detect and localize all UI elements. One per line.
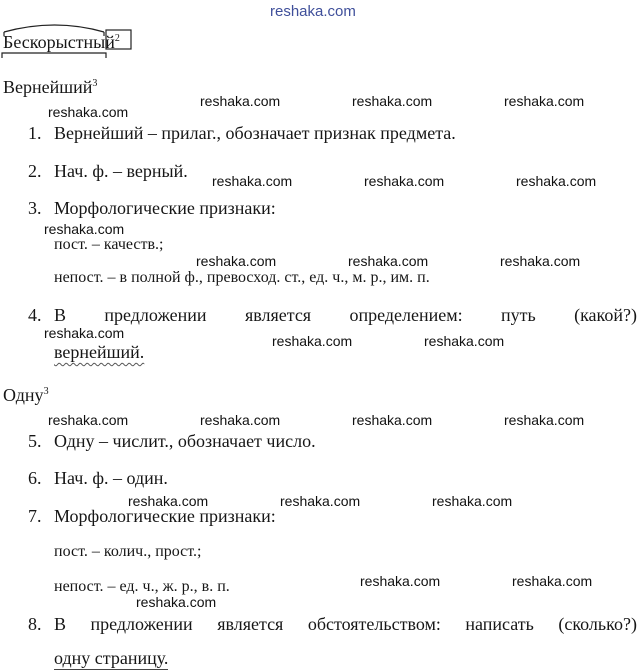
- item-continuation: одну страницу.: [54, 648, 169, 668]
- morph-constant: пост. – качеств.;: [54, 236, 164, 253]
- morpheme-marks: [0, 20, 140, 60]
- watermark: reshaka.com: [432, 493, 513, 509]
- watermark: reshaka.com: [504, 93, 585, 109]
- stem-bracket: [2, 53, 106, 58]
- morph-constant: пост. – колич., прост.;: [54, 543, 202, 560]
- justified-line: В предложении является определением: путь (какой?): [54, 305, 637, 325]
- section-heading-odnu: Одну$^3$: [3, 385, 49, 405]
- list-item: 4. В предложении является определением: путь (какой?): [28, 305, 637, 325]
- watermark: reshaka.com: [212, 173, 293, 189]
- watermark: reshaka.com: [48, 412, 129, 428]
- watermark: reshaka.com: [200, 412, 281, 428]
- watermark: reshaka.com: [504, 412, 585, 428]
- morph-variable: непост. – в полной ф., превосход. ст., ед. ч., м. р., им. п.: [54, 269, 430, 286]
- watermark: reshaka.com: [352, 412, 433, 428]
- root-arc: [4, 25, 104, 32]
- watermark: reshaka.com: [200, 93, 281, 109]
- watermark: reshaka.com: [136, 594, 217, 610]
- watermark: reshaka.com: [272, 333, 353, 349]
- list-item: 6. Нач. ф. – один.: [28, 468, 168, 488]
- watermark: reshaka.com: [48, 104, 129, 120]
- list-item: 3. Морфологические признаки:: [28, 198, 276, 218]
- watermark: reshaka.com: [516, 173, 597, 189]
- list-item: 1. Вернейший – прилаг., обозначает признак предмета.: [28, 123, 456, 143]
- watermark: reshaka.com: [280, 493, 361, 509]
- watermark: reshaka.com: [360, 573, 441, 589]
- watermark: reshaka.com: [270, 3, 356, 20]
- watermark: reshaka.com: [44, 221, 125, 237]
- watermark: reshaka.com: [44, 325, 125, 341]
- morph-variable: непост. – ед. ч., ж. р., в. п.: [54, 578, 230, 595]
- watermark: reshaka.com: [352, 93, 433, 109]
- watermark: reshaka.com: [512, 573, 593, 589]
- watermark: reshaka.com: [364, 173, 445, 189]
- watermark: reshaka.com: [348, 253, 429, 269]
- list-item: 7. Морфологические признаки:: [28, 506, 276, 526]
- list-item: 5. Одну – числит., обозначает число.: [28, 431, 316, 451]
- title-text: Бескорыстный: [3, 32, 115, 52]
- watermark: reshaka.com: [196, 253, 277, 269]
- watermark: reshaka.com: [424, 333, 505, 349]
- item-continuation: вернейший.: [54, 342, 145, 362]
- watermark: reshaka.com: [128, 493, 209, 509]
- title-sup: 2: [114, 33, 120, 44]
- list-item: 8. В предложении является обстоятельством: написать (сколько?): [28, 614, 637, 634]
- justified-line: В предложении является обстоятельством: написать (сколько?): [54, 614, 637, 634]
- list-item: 2. Нач. ф. – верный.: [28, 161, 188, 181]
- watermark: reshaka.com: [500, 253, 581, 269]
- ending-box: [106, 30, 131, 49]
- section-heading-verneyshiy: Вернейший$^3$: [3, 77, 98, 97]
